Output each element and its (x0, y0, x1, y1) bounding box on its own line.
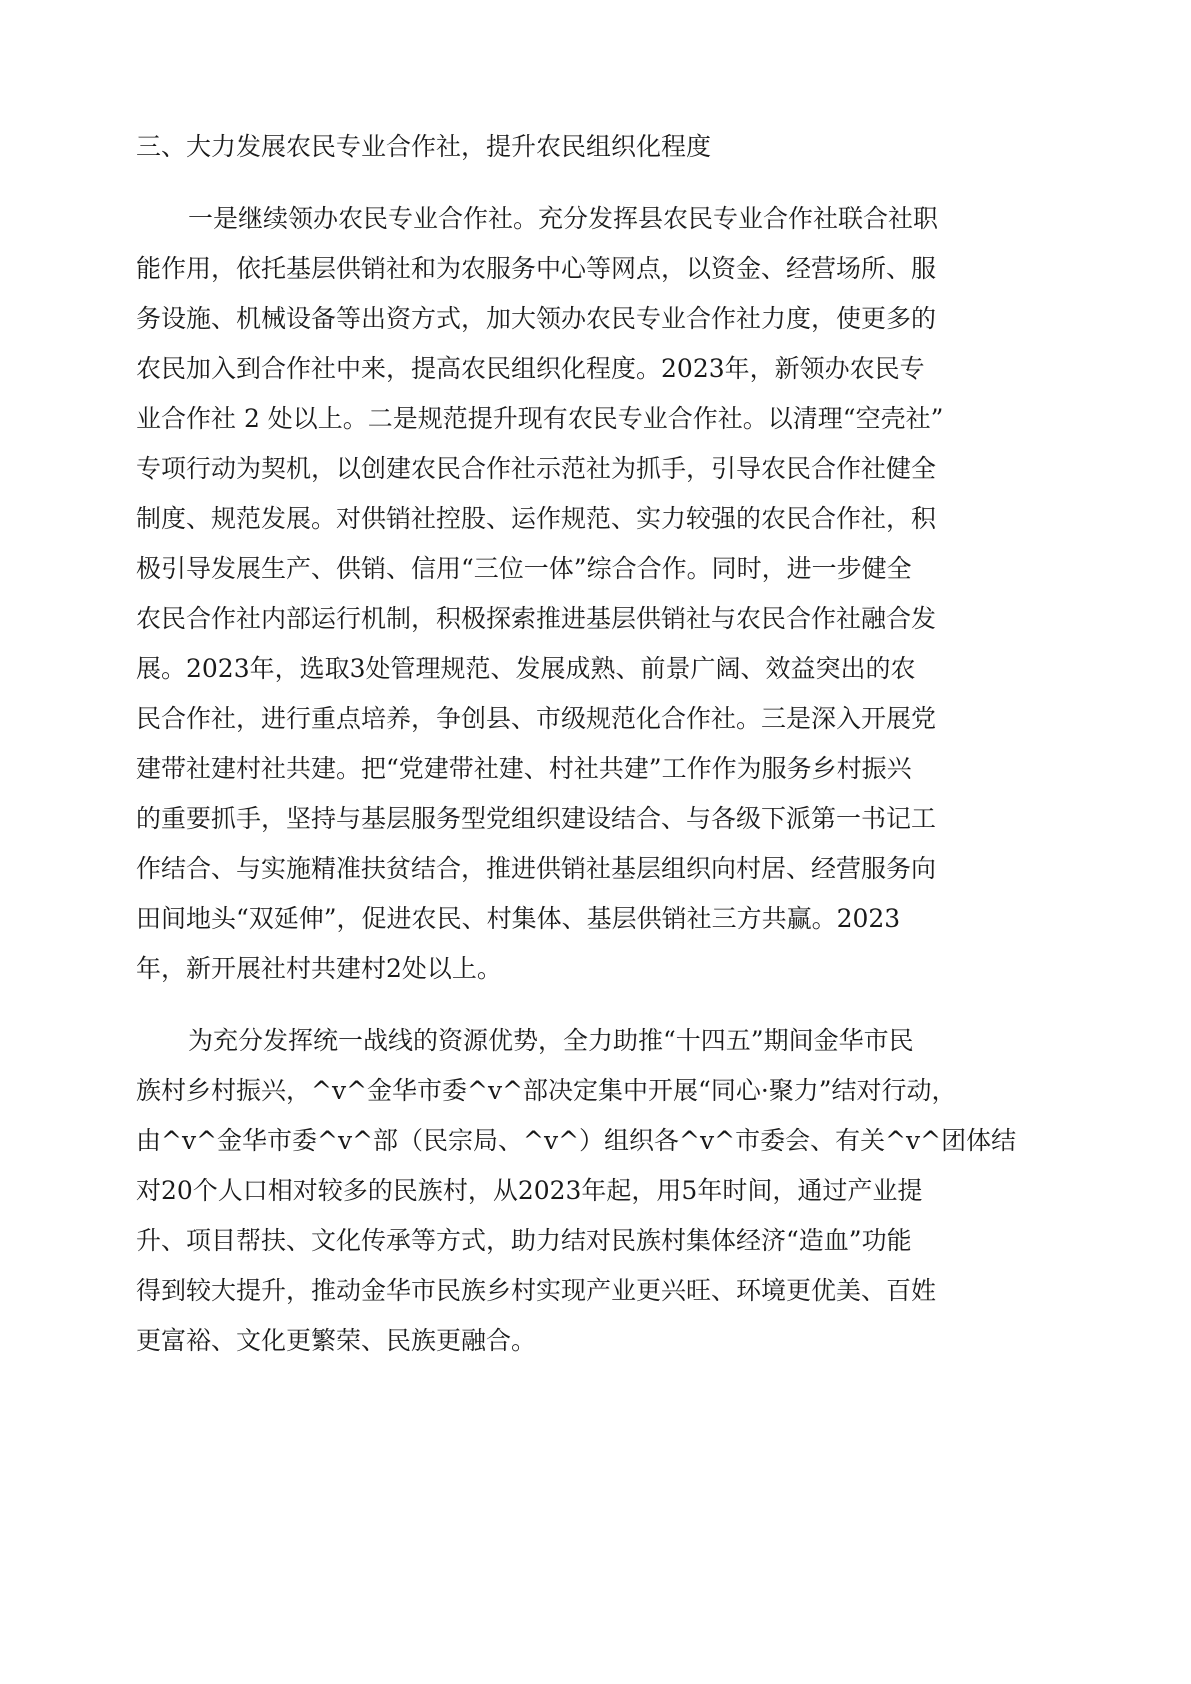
section-heading: 三、大力发展农民专业合作社，提升农民组织化程度 (136, 132, 712, 161)
paragraph-1-line-12: 建带社建村社共建。把“党建带社建、村社共建”工作作为服务乡村振兴 (136, 754, 912, 783)
paragraph-1-line-14: 作结合、与实施精准扶贫结合，推进供销社基层组织向村居、经营服务向 (136, 854, 937, 883)
paragraph-1-line-6: 专项行动为契机，以创建农民合作社示范社为抓手，引导农民合作社健全 (136, 454, 937, 483)
paragraph-2-line-3: 由^v^金华市委^v^部（民宗局、^v^）组织各^v^市委会、有关^v^团体结 (136, 1126, 1017, 1155)
paragraph-1-line-8: 极引导发展生产、供销、信用“三位一体”综合合作。同时，进一步健全 (136, 554, 912, 583)
paragraph-2-line-5: 升、项目帮扶、文化传承等方式，助力结对民族村集体经济“造血”功能 (136, 1226, 912, 1255)
paragraph-1-line-3: 务设施、机械设备等出资方式，加大领办农民专业合作社力度，使更多的 (136, 304, 937, 333)
paragraph-1-line-5: 业合作社 2 处以上。二是规范提升现有农民专业合作社。以清理“空壳社” (136, 404, 944, 433)
paragraph-2-line-1: 为充分发挥统一战线的资源优势，全力助推“十四五”期间金华市民 (188, 1026, 914, 1055)
paragraph-1-line-7: 制度、规范发展。对供销社控股、运作规范、实力较强的农民合作社，积 (136, 504, 937, 533)
paragraph-1-line-15: 田间地头“双延伸”，促进农民、村集体、基层供销社三方共赢。2023 (136, 904, 901, 933)
paragraph-2-line-7: 更富裕、文化更繁荣、民族更融合。 (136, 1326, 537, 1355)
paragraph-1-line-10: 展。2023年，选取3处管理规范、发展成熟、前景广阔、效益突出的农 (136, 654, 916, 683)
paragraph-1-line-13: 的重要抓手，坚持与基层服务型党组织建设结合、与各级下派第一书记工 (136, 804, 937, 833)
paragraph-2-line-6: 得到较大提升，推动金华市民族乡村实现产业更兴旺、环境更优美、百姓 (136, 1276, 937, 1305)
paragraph-1-line-1: 一是继续领办农民专业合作社。充分发挥县农民专业合作社联合社职 (188, 204, 939, 233)
paragraph-1-line-4: 农民加入到合作社中来，提高农民组织化程度。2023年，新领办农民专 (136, 354, 925, 383)
paragraph-2-line-4: 对20个人口相对较多的民族村，从2023年起，用5年时间，通过产业提 (136, 1176, 923, 1205)
paragraph-2-line-2: 族村乡村振兴，^v^金华市委^v^部决定集中开展“同心·聚力”结对行动， (136, 1076, 957, 1105)
paragraph-1-line-9: 农民合作社内部运行机制，积极探索推进基层供销社与农民合作社融合发 (136, 604, 937, 633)
paragraph-1-line-11: 民合作社，进行重点培养，争创县、市级规范化合作社。三是深入开展党 (136, 704, 937, 733)
paragraph-1-line-2: 能作用，依托基层供销社和为农服务中心等网点，以资金、经营场所、服 (136, 254, 937, 283)
paragraph-1-line-16: 年，新开展社村共建村2处以上。 (136, 954, 502, 983)
